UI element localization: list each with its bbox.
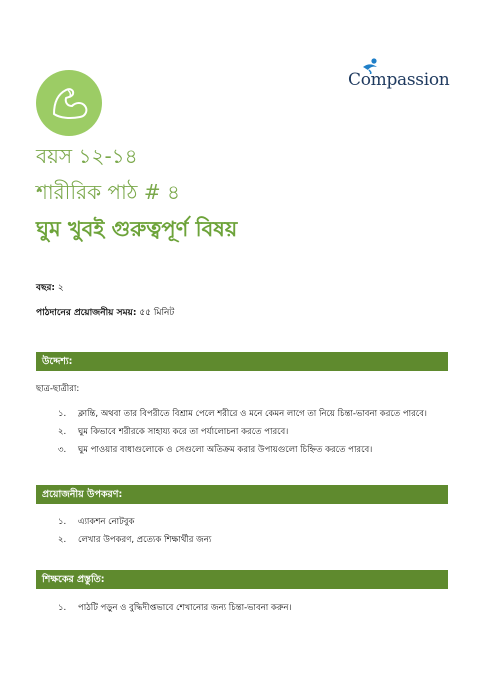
objective-item: ক্লান্তি, অথবা তার বিপরীতে বিশ্রাম পেলে শরীরে ও মনে কেমন লাগে তা নিয়ে চিন্তা-ভাবনা করতে পারবে। xyxy=(78,409,427,419)
material-number: ২. xyxy=(58,535,67,545)
objective-number: ১. xyxy=(58,409,67,419)
objective-item: ঘুম কিভাবে শরীরকে সাহায্য করে তা পর্যালোচনা করতে পারবে। xyxy=(78,427,289,437)
time-row xyxy=(36,305,174,320)
arm-badge xyxy=(36,70,102,136)
prep-item: পাঠটি পড়ুন ও বুদ্ধিদীপ্তভাবে শেখানোর জন্য চিন্তা-ভাবনা করুন। xyxy=(78,603,292,613)
lesson-number: শারীরিক পাঠ # ৪ xyxy=(36,180,180,204)
age-range: বয়স ১২-১৪ xyxy=(36,144,138,168)
material-item: এ্যাকশন নোটবুক xyxy=(78,517,135,527)
material-item: লেখার উপকরণ, প্রত্যেক শিক্ষার্থীর জন্য xyxy=(78,535,212,545)
materials-heading: প্রয়োজনীয় উপকরণ: xyxy=(36,485,448,504)
prep-number: ১. xyxy=(58,603,67,613)
year-value: ২ xyxy=(57,283,64,293)
compassion-logo xyxy=(348,58,448,98)
objectives-intro: ছাত্র-ছাত্রীরা: xyxy=(36,384,80,394)
page-title: ঘুম খুবই গুরুত্বপূর্ণ বিষয় xyxy=(36,217,238,241)
material-number: ১. xyxy=(58,517,67,527)
time-value: ৫৫ মিনিট xyxy=(139,308,175,318)
objective-number: ২. xyxy=(58,427,67,437)
objective-number: ৩. xyxy=(58,445,67,455)
logo-wordmark: Compassion xyxy=(348,70,450,90)
year-row xyxy=(36,280,64,295)
time-label: পাঠদানের প্রয়োজনীয় সময়: xyxy=(36,308,137,318)
year-label: বছর: xyxy=(36,283,56,293)
flexed-arm-icon xyxy=(48,84,90,122)
objective-item: ঘুম পাওয়ার বাধাগুলোকে ও সেগুলো অতিক্রম করার উপায়গুলো চিহ্নিত করতে পারবে। xyxy=(78,445,373,455)
teacher-prep-heading: শিক্ষকের প্রস্তুতি: xyxy=(36,570,448,589)
objectives-heading: উদ্দেশ্য: xyxy=(36,352,448,371)
